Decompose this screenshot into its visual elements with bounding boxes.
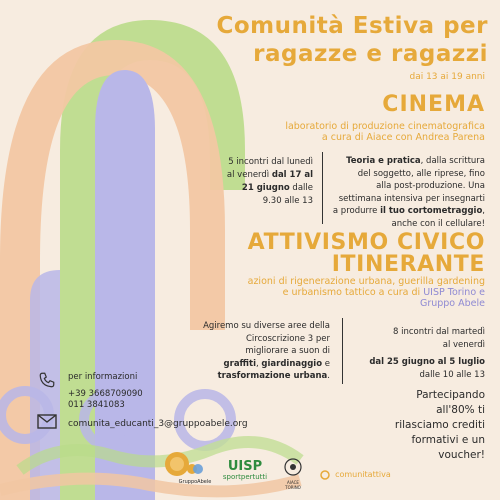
bold-text: giardinaggio — [261, 358, 323, 369]
cinema-desc-line-3: alla post-produzione. Una — [376, 181, 485, 191]
attivismo-heading-line-2: ITINERANTE — [331, 252, 485, 277]
phone-number-2[interactable]: 011 3841083 — [68, 400, 125, 410]
credits-line-5: voucher! — [438, 449, 485, 461]
title-line-2: ragazze e ragazzi — [253, 41, 488, 67]
aiace-logo — [280, 458, 306, 490]
cinema-schedule-line-1: 5 incontri dal lunedì — [228, 157, 313, 167]
att-desc-line-2: Circoscrizione 3 per — [245, 333, 330, 344]
age-range: dai 13 ai 19 anni — [409, 72, 485, 82]
cinema-schedule-line-4: 9.30 alle 13 — [262, 196, 313, 206]
att-schedule-line-1: 8 incontri dal martedì — [393, 327, 485, 337]
cinema-desc-line-6: anche con il cellulare! — [391, 218, 485, 229]
phone-icon — [38, 371, 56, 389]
credits-note — [355, 388, 485, 463]
info-label: per informazioni — [68, 372, 138, 382]
uisp-subtext: sportpertutti — [222, 473, 268, 481]
comunitattiva-text: comunitattiva — [335, 470, 391, 479]
email-link[interactable]: comunita_educanti_3@gruppoabele.org — [68, 419, 248, 429]
cinema-desc-line-5 — [330, 205, 485, 218]
comunitattiva-icon — [320, 470, 330, 480]
text: , — [482, 206, 485, 216]
bold-text: il tuo cortometraggio — [380, 206, 483, 216]
credits-line-2: all'80% ti — [436, 404, 485, 416]
cinema-schedule — [195, 156, 313, 208]
attivismo-subtitle — [170, 276, 485, 309]
title-line-1: Comunità Estiva per — [216, 13, 488, 39]
attivismo-subtitle-line-3: Gruppo Abele — [419, 298, 485, 309]
cinema-description — [330, 155, 485, 230]
att-schedule-line-3 — [350, 356, 485, 369]
cinema-subtitle-line-2: a cura di Aiace con Andrea Parena — [321, 132, 485, 143]
text: , dalla scrittura — [420, 156, 485, 166]
att-schedule-line-2: al venerdì — [442, 340, 485, 350]
uisp-text: UISP — [227, 459, 263, 474]
bold-text: graffiti — [223, 358, 257, 369]
cinema-desc-line-1 — [330, 155, 485, 168]
cinema-heading: CINEMA — [382, 92, 485, 117]
text: e — [322, 358, 330, 369]
gruppo-abele-icon — [187, 463, 203, 475]
aiace-text: AIACE TORINO — [285, 480, 301, 490]
cinema-desc-line-2: del soggetto, alle riprese, fino — [357, 168, 485, 179]
attivismo-heading — [210, 232, 485, 276]
page-title — [158, 12, 488, 68]
credits-line-1: Partecipando — [416, 389, 485, 401]
phone-number-1[interactable]: +39 3668709090 — [68, 389, 143, 399]
phone-numbers — [68, 389, 143, 411]
credits-line-3: rilasciamo crediti — [394, 419, 485, 431]
bold-text: 21 giugno — [241, 183, 290, 193]
text: al venerdì — [226, 170, 272, 180]
text: dalle — [289, 183, 313, 193]
text: a produrre — [332, 206, 381, 216]
gruppo-abele-logo — [178, 460, 212, 485]
attivismo-description — [190, 320, 330, 383]
bold-text: Teoria e pratica — [346, 156, 421, 166]
cinema-desc-line-4: settimana intensiva per insegnarti — [338, 193, 485, 204]
gruppo-abele-text: GruppoAbele — [178, 479, 212, 485]
attivismo-subtitle-line-1: azioni di rigenerazione urbana, guerilla gardening — [247, 276, 485, 287]
bold-text: dal 17 al — [271, 170, 313, 180]
text: , — [256, 358, 262, 369]
comunitattiva-logo — [320, 464, 420, 483]
attivismo-divider — [342, 318, 343, 384]
uisp-logo — [220, 460, 270, 481]
attivismo-heading-line-1: ATTIVISMO CIVICO — [247, 230, 485, 255]
aiace-emblem-icon — [284, 458, 302, 476]
cinema-divider — [322, 152, 323, 224]
cinema-subtitle — [210, 121, 485, 143]
attivismo-subtitle-line-2 — [170, 287, 485, 298]
cinema-schedule-line-2 — [195, 169, 313, 182]
text: e urbanismo tattico a cura di — [282, 287, 424, 298]
cinema-subtitle-line-1: laboratorio di produzione cinematografica — [285, 121, 485, 132]
organizer-name: UISP Torino e — [423, 287, 485, 298]
att-schedule-line-4: dalle 10 alle 13 — [419, 370, 485, 380]
mail-icon — [37, 414, 57, 429]
att-desc-line-3: migliorare a suon di — [245, 346, 330, 356]
att-desc-line-1: Agiremo su diverse aree della — [203, 321, 330, 331]
attivismo-schedule — [350, 326, 485, 382]
credits-line-4: formativi e un — [411, 434, 485, 446]
bold-text: dal 25 giugno al 5 luglio — [369, 357, 485, 367]
text: . — [327, 371, 330, 381]
bold-text: trasformazione urbana — [217, 371, 328, 381]
cinema-schedule-line-3 — [195, 182, 313, 195]
att-desc-line-5 — [190, 370, 330, 383]
att-desc-line-4 — [190, 358, 330, 371]
